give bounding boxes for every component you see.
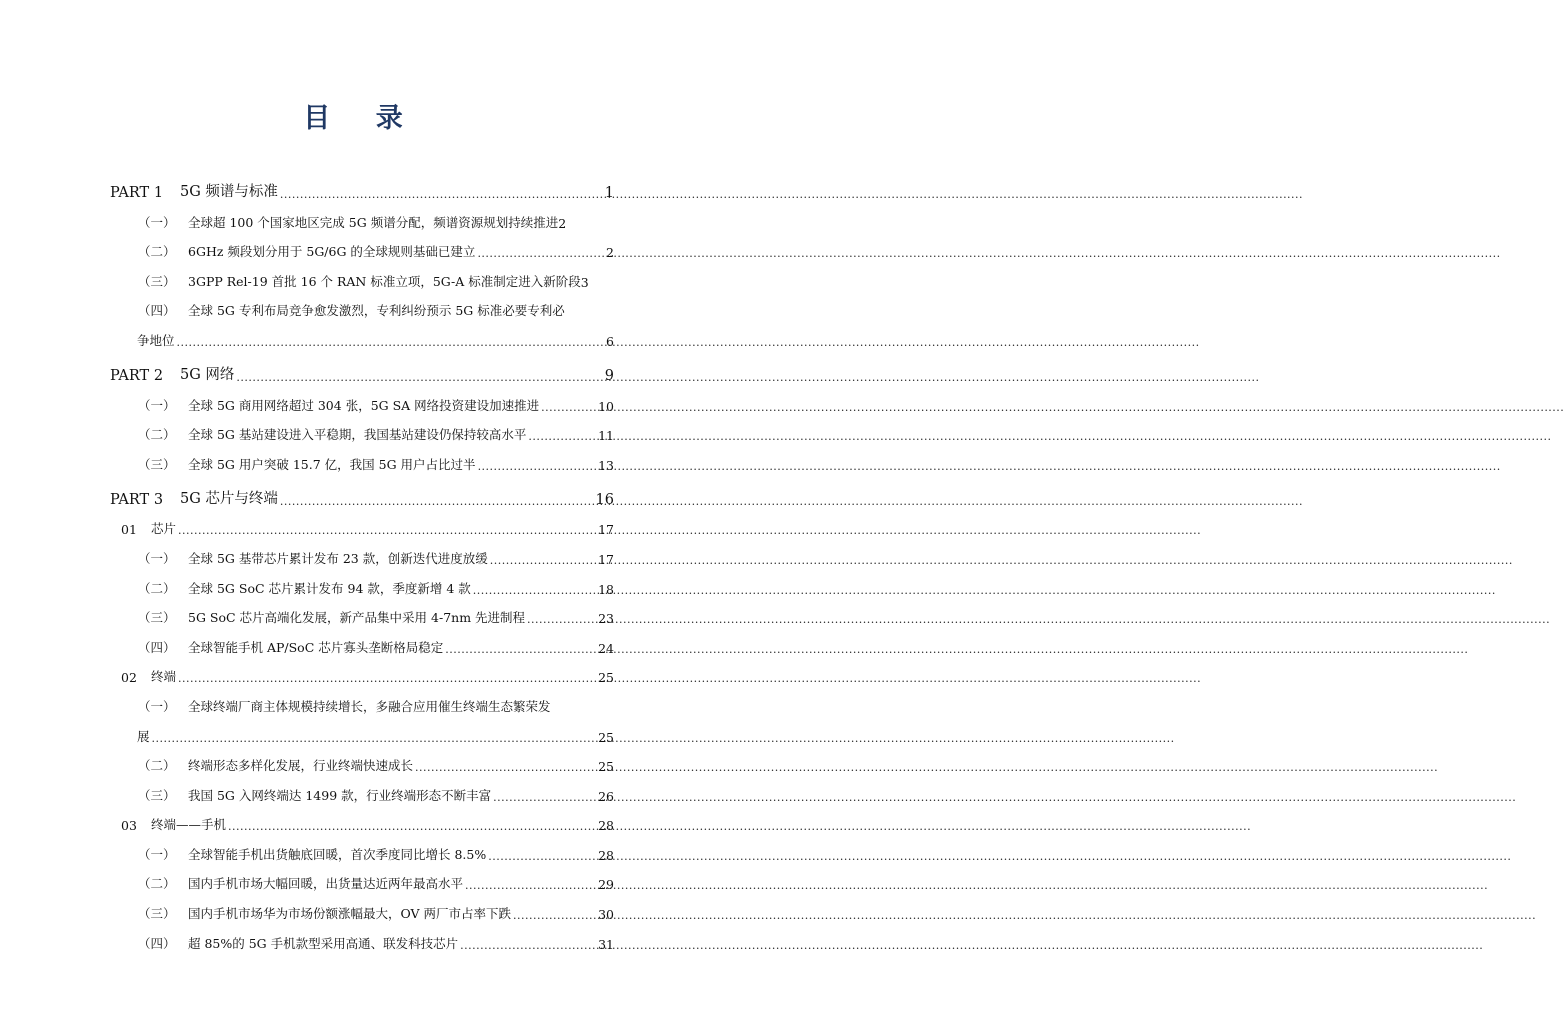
toc-entry-number: （三） bbox=[138, 273, 176, 289]
toc-entry-page: 3 bbox=[580, 274, 589, 290]
toc-entry-number: （三） bbox=[138, 787, 176, 803]
toc-entry-label: 终端形态多样化发展，行业终端快速成长 bbox=[188, 758, 414, 774]
toc-page bbox=[0, 0, 724, 1024]
toc-entry-number: （四） bbox=[138, 935, 176, 951]
toc-entry-label: 5G SoC 芯片高端化发展，新产品集中采用 4-7nm 先进制程 bbox=[188, 610, 526, 626]
toc-entry-label: 5G 频谱与标准 bbox=[180, 184, 278, 200]
toc-leader-dots bbox=[228, 820, 596, 833]
toc-entry-page: 9 bbox=[604, 367, 614, 384]
toc-entry-l2[interactable] bbox=[110, 626, 614, 656]
toc-entry-label: 全球 5G SoC 芯片累计发布 94 款，季度新增 4 款 bbox=[188, 580, 471, 596]
toc-leader-dots bbox=[473, 584, 596, 597]
toc-entry-l1[interactable] bbox=[110, 508, 614, 538]
toc-entry-label: 国内手机市场华为市场份额涨幅最大，OV 两厂市占率下跌 bbox=[188, 906, 512, 922]
toc-entry-number: （一） bbox=[138, 846, 176, 862]
toc-entry-part[interactable] bbox=[110, 353, 614, 384]
toc-entry-label: 5G 网络 bbox=[180, 366, 235, 383]
toc-leader-dots bbox=[445, 643, 596, 656]
toc-entry-number: （三） bbox=[138, 906, 176, 922]
toc-leader-dots bbox=[415, 761, 596, 774]
toc-entry-page: 2 bbox=[558, 215, 567, 231]
toc-leader-dots bbox=[478, 460, 597, 473]
toc-entry-number: 03 bbox=[121, 818, 137, 834]
toc-entry-l2[interactable] bbox=[110, 290, 614, 320]
toc-entry-page: 25 bbox=[598, 670, 614, 686]
toc-entry-number: （二） bbox=[138, 244, 176, 260]
toc-entry-label: 全球 5G 专利布局竞争愈发激烈，专利纠纷预示 5G 标准必要专利必 bbox=[188, 303, 565, 319]
toc-entry-page: 1 bbox=[604, 185, 614, 201]
toc-entry-l2[interactable] bbox=[110, 260, 614, 290]
toc-entry-number: （四） bbox=[138, 303, 176, 319]
toc-leader-dots bbox=[490, 554, 596, 567]
toc-leader-dots bbox=[460, 939, 596, 952]
toc-entry-page: 31 bbox=[598, 936, 614, 952]
toc-entry-label: 芯片 bbox=[151, 521, 177, 537]
toc-entry-label: 全球 5G 商用网络超过 304 张，5G SA 网络投资建设加速推进 bbox=[188, 397, 540, 413]
toc-entry-page: 26 bbox=[598, 788, 614, 804]
toc-entry-l2[interactable] bbox=[110, 567, 614, 597]
toc-leader-dots bbox=[280, 188, 603, 201]
toc-entry-page: 24 bbox=[598, 640, 614, 656]
toc-entry-l2[interactable] bbox=[110, 201, 614, 231]
toc-entry-page: 28 bbox=[598, 847, 614, 863]
toc-entry-l2[interactable] bbox=[110, 685, 614, 715]
toc-entry-label: 全球 5G 基带芯片累计发布 23 款，创新迭代进度放缓 bbox=[188, 550, 488, 566]
toc-entry-page: 18 bbox=[598, 581, 614, 597]
toc-entry-l2[interactable] bbox=[110, 745, 614, 775]
toc-entry-cont[interactable] bbox=[110, 715, 614, 745]
toc-entry-l2[interactable] bbox=[110, 443, 614, 473]
toc-leader-dots bbox=[280, 495, 594, 508]
toc-entry-label: 全球 5G 基站建设进入平稳期，我国基站建设仍保持较高水平 bbox=[188, 427, 527, 443]
toc-entry-number: （一） bbox=[138, 698, 176, 714]
toc-entry-page: 30 bbox=[598, 907, 614, 923]
toc-entry-number: PART 1 bbox=[110, 185, 164, 201]
toc-entry-label: 全球超 100 个国家地区完成 5G 频谱分配，频谱资源规划持续推进 bbox=[188, 214, 559, 230]
toc-leader-dots bbox=[152, 732, 597, 745]
toc-leader-dots bbox=[488, 850, 596, 863]
toc-entry-number: 01 bbox=[121, 522, 137, 538]
toc-entry-page: 2 bbox=[606, 245, 614, 261]
toc-entry-page: 25 bbox=[598, 729, 614, 745]
toc-entry-l2[interactable] bbox=[110, 414, 614, 444]
toc-entry-cont[interactable] bbox=[110, 319, 614, 349]
toc-entry-label: 我国 5G 入网终端达 1499 款，行业终端形态不断丰富 bbox=[188, 787, 492, 803]
toc-entry-l2[interactable] bbox=[110, 231, 614, 261]
toc-entry-label: 展 bbox=[137, 728, 150, 744]
toc-entry-page: 23 bbox=[598, 611, 614, 627]
toc-entry-page: 10 bbox=[598, 398, 614, 414]
toc-entry-label: 6GHz 频段划分用于 5G/6G 的全球规则基础已建立 bbox=[188, 244, 476, 260]
toc-entry-label: 终端——手机 bbox=[151, 817, 227, 833]
toc-entry-number: （一） bbox=[138, 550, 176, 566]
toc-entry-label: 全球智能手机 AP/SoC 芯片寡头垄断格局稳定 bbox=[188, 639, 444, 655]
toc-entry-l2[interactable] bbox=[110, 922, 614, 952]
toc-leader-dots bbox=[236, 371, 602, 384]
toc-leader-dots bbox=[541, 401, 596, 414]
toc-entry-label: 终端 bbox=[151, 669, 177, 685]
toc-leader-dots bbox=[527, 613, 596, 626]
toc-entry-l2[interactable] bbox=[110, 892, 614, 922]
toc-entry-page: 17 bbox=[598, 522, 614, 538]
toc-entry-page: 25 bbox=[598, 759, 614, 775]
toc-entry-label: 5G 芯片与终端 bbox=[180, 490, 278, 507]
toc-list bbox=[110, 170, 614, 952]
toc-entry-part[interactable] bbox=[110, 170, 614, 201]
toc-leader-dots bbox=[477, 247, 604, 260]
toc-title: 目 录 bbox=[303, 103, 421, 134]
toc-entry-number: 02 bbox=[121, 670, 137, 686]
toc-entry-label: 3GPP Rel-19 首批 16 个 RAN 标准立项，5G-A 标准制定进入新阶段 bbox=[188, 273, 581, 289]
toc-entry-part[interactable] bbox=[110, 477, 614, 508]
toc-entry-number: （三） bbox=[138, 610, 176, 626]
toc-entry-label: 超 85%的 5G 手机款型采用高通、联发科技芯片 bbox=[188, 935, 459, 951]
toc-leader-dots bbox=[178, 524, 596, 537]
toc-entry-label: 全球 5G 用户突破 15.7 亿，我国 5G 用户占比过半 bbox=[188, 456, 476, 472]
toc-entry-l1[interactable] bbox=[110, 804, 614, 834]
toc-entry-page: 6 bbox=[606, 333, 614, 349]
toc-leader-dots bbox=[177, 336, 605, 349]
toc-entry-l2[interactable] bbox=[110, 833, 614, 863]
toc-entry-page: 11 bbox=[598, 428, 614, 444]
toc-entry-number: （二） bbox=[138, 758, 176, 774]
toc-entry-l2[interactable] bbox=[110, 774, 614, 804]
toc-entry-number: （四） bbox=[138, 639, 176, 655]
toc-entry-number: （二） bbox=[138, 876, 176, 892]
toc-entry-page: 28 bbox=[598, 818, 614, 834]
toc-entry-page: 29 bbox=[598, 877, 614, 893]
toc-leader-dots bbox=[493, 791, 596, 804]
toc-entry-l2[interactable] bbox=[110, 384, 614, 414]
toc-entry-l2[interactable] bbox=[110, 537, 614, 567]
toc-leader-dots bbox=[178, 672, 596, 685]
toc-entry-number: （二） bbox=[138, 427, 176, 443]
toc-leader-dots bbox=[513, 909, 596, 922]
toc-entry-number: PART 2 bbox=[110, 367, 164, 384]
toc-entry-label: 国内手机市场大幅回暖，出货量达近两年最高水平 bbox=[188, 876, 464, 892]
toc-entry-number: PART 3 bbox=[110, 491, 164, 508]
toc-entry-l1[interactable] bbox=[110, 656, 614, 686]
toc-leader-dots bbox=[465, 879, 596, 892]
toc-entry-l2[interactable] bbox=[110, 863, 614, 893]
toc-entry-number: （二） bbox=[138, 580, 176, 596]
toc-entry-number: （一） bbox=[138, 214, 176, 230]
toc-entry-l2[interactable] bbox=[110, 597, 614, 627]
toc-entry-page: 17 bbox=[598, 551, 614, 567]
toc-entry-label: 全球终端厂商主体规模持续增长，多融合应用催生终端生态繁荣发 bbox=[188, 698, 551, 714]
toc-entry-number: （三） bbox=[138, 456, 176, 472]
toc-entry-number: （一） bbox=[138, 397, 176, 413]
toc-entry-label: 争地位 bbox=[137, 332, 175, 348]
toc-leader-dots bbox=[528, 430, 596, 443]
toc-entry-page: 13 bbox=[598, 457, 614, 473]
toc-entry-page: 16 bbox=[595, 491, 614, 508]
toc-entry-label: 全球智能手机出货触底回暖，首次季度同比增长 8.5% bbox=[188, 846, 487, 862]
